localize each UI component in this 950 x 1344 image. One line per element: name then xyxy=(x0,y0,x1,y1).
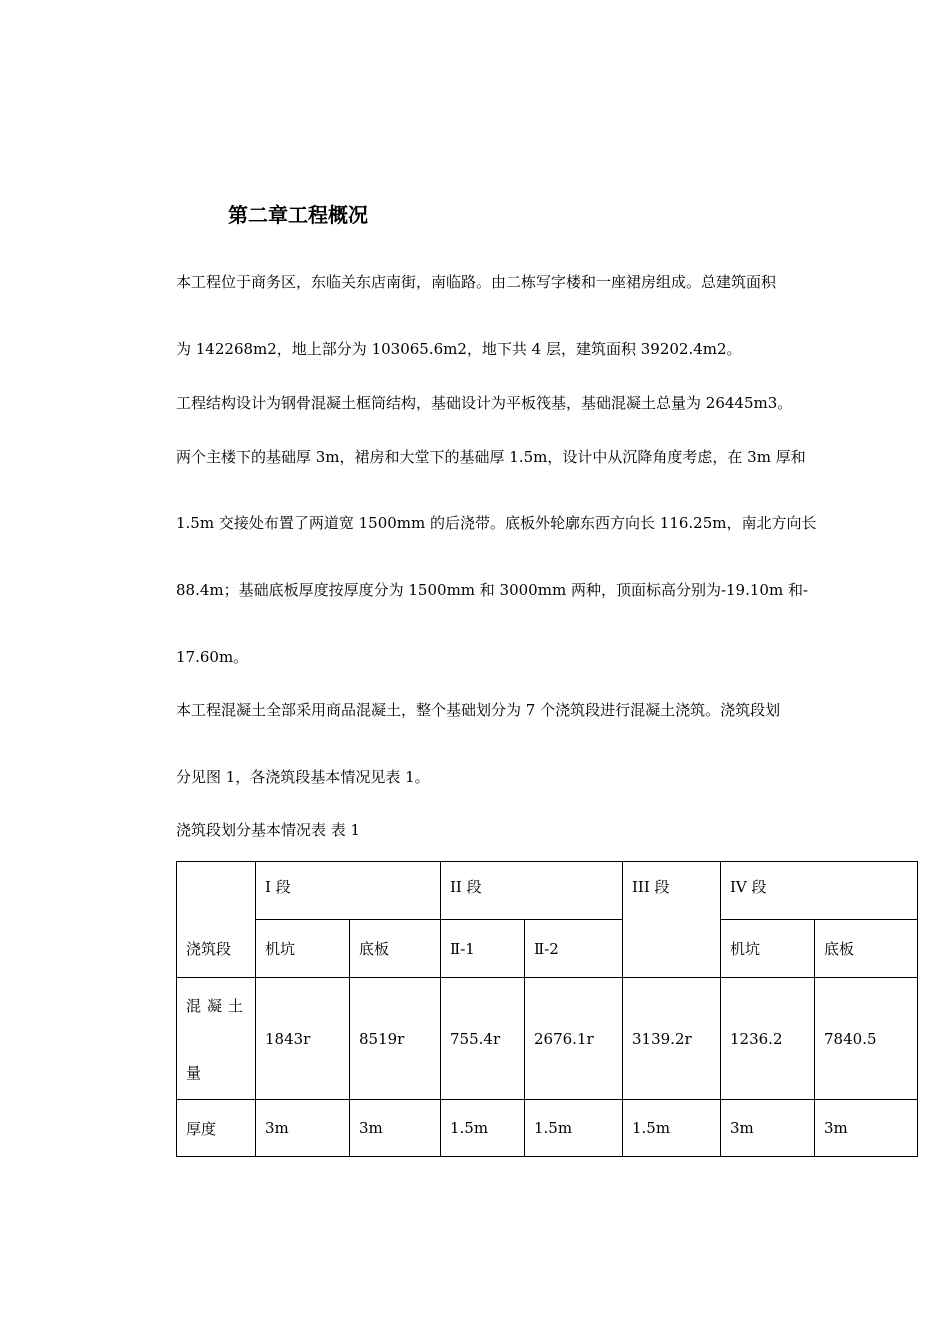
subheader-cell: 底板 xyxy=(815,920,918,978)
row-header-label: 浇筑段 xyxy=(177,862,256,978)
table-row-concrete xyxy=(177,978,918,1100)
table-header-row xyxy=(177,862,918,920)
subheader-cell: Ⅱ-1 xyxy=(441,920,525,978)
subheader-cell: 机坑 xyxy=(721,920,815,978)
concrete-value: 3139.2r xyxy=(623,978,721,1100)
table-subheader-row xyxy=(177,920,918,978)
paragraph-line: 工程结构设计为钢骨混凝土框筒结构，基础设计为平板筏基，基础混凝土总量为 26445m3。 xyxy=(176,394,793,412)
paragraph-line: 88.4m；基础底板厚度按厚度分为 1500mm 和 3000mm 两种，顶面标高分别为-19.10m 和- xyxy=(176,581,809,599)
table-caption: 浇筑段划分基本情况表 表 1 xyxy=(176,821,361,839)
paragraph-line: 本工程位于商务区，东临关东店南街，南临路。由二栋写字楼和一座裙房组成。总建筑面积 xyxy=(176,273,777,291)
concrete-value: 755.4r xyxy=(441,978,525,1100)
concrete-value: 1843r xyxy=(256,978,350,1100)
chapter-title: 第二章工程概况 xyxy=(228,203,368,227)
paragraph-line: 分见图 1，各浇筑段基本情况见表 1。 xyxy=(176,768,430,786)
paragraph-line: 两个主楼下的基础厚 3m，裙房和大堂下的基础厚 1.5m，设计中从沉降角度考虑，在 3m 厚和 xyxy=(176,448,806,466)
thickness-value: 1.5m xyxy=(441,1100,525,1157)
thickness-value: 3m xyxy=(256,1100,350,1157)
thickness-value: 3m xyxy=(815,1100,918,1157)
concrete-value: 1236.2 xyxy=(721,978,815,1100)
thickness-label: 厚度 xyxy=(177,1100,256,1157)
subheader-cell: 底板 xyxy=(350,920,441,978)
paragraph-line: 1.5m 交接处布置了两道宽 1500mm 的后浇带。底板外轮廓东西方向长 116.25m，南北方向长 xyxy=(176,514,817,532)
thickness-value: 1.5m xyxy=(525,1100,623,1157)
concrete-value: 7840.5 xyxy=(815,978,918,1100)
section-2-header: II 段 xyxy=(441,862,623,920)
concrete-value: 8519r xyxy=(350,978,441,1100)
concrete-label-line: 混凝土 xyxy=(186,996,250,1015)
concrete-label-line: 量 xyxy=(186,1063,208,1082)
thickness-value: 3m xyxy=(350,1100,441,1157)
concrete-value: 2676.1r xyxy=(525,978,623,1100)
thickness-value: 1.5m xyxy=(623,1100,721,1157)
section-3-header: III 段 xyxy=(623,862,721,978)
section-1-header: I 段 xyxy=(256,862,441,920)
subheader-cell: Ⅱ-2 xyxy=(525,920,623,978)
thickness-value: 3m xyxy=(721,1100,815,1157)
subheader-cell: 机坑 xyxy=(256,920,350,978)
paragraph-line: 为 142268m2，地上部分为 103065.6m2，地下共 4 层，建筑面积 39202.4m2。 xyxy=(176,340,742,358)
concrete-label-cell xyxy=(177,978,256,1100)
pour-sections-table xyxy=(176,861,918,1157)
table-row-thickness xyxy=(177,1100,918,1157)
paragraph-line: 17.60m。 xyxy=(176,648,249,666)
paragraph-line: 本工程混凝土全部采用商品混凝土，整个基础划分为 7 个浇筑段进行混凝土浇筑。浇筑段划 xyxy=(176,701,781,719)
section-4-header: IV 段 xyxy=(721,862,918,920)
